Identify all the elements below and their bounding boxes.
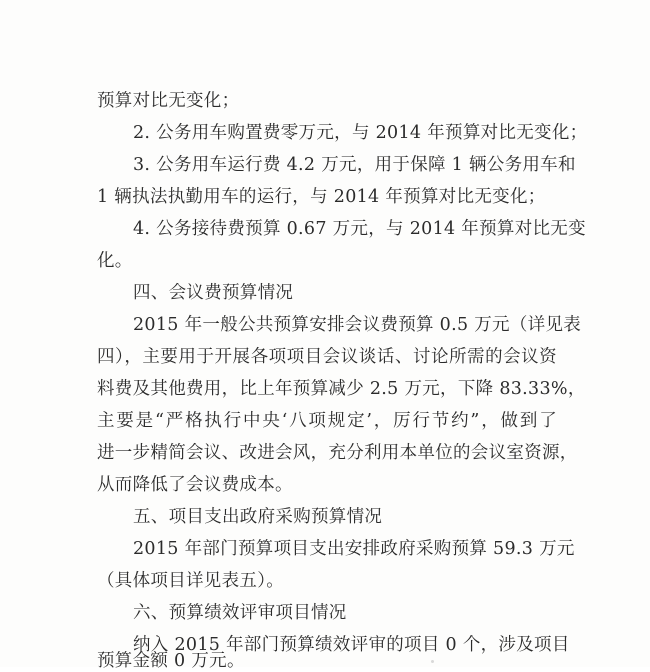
text-line-vehicle-purchase: 2. 公务用车购置费零万元，与 2014 年预算对比无变化； (133, 123, 588, 143)
text-line-eight-rules: 主要是“严格执行中央‘八项规定’，厉行节约”，做到了 (97, 411, 557, 431)
text-line-vehicle-operation-cont: 1 辆执法执勤用车的运行，与 2014 年预算对比无变化； (97, 187, 546, 207)
text-line-reception-fee: 4. 公务接待费预算 0.67 万元，与 2014 年预算对比无变 (133, 219, 586, 239)
text-line-review-projects: 纳入 2015 年部门预算绩效评审的项目 0 个，涉及项目 (133, 635, 570, 655)
scan-speck (431, 660, 434, 663)
section-heading-performance-review: 六、预算绩效评审项目情况 (133, 603, 347, 623)
text-line-procurement-detail: （具体项目详见表五）。 (97, 571, 285, 591)
text-line-vehicle-operation: 3. 公务用车运行费 4.2 万元，用于保障 1 辆公务用车和 (133, 155, 576, 175)
text-line-meeting-decrease: 料费及其他费用，比上年预算减少 2.5 万元，下降 83.33%， (97, 379, 586, 399)
text-line-review-amount: 预算金额 0 万元。 (97, 651, 245, 671)
text-line-budget-no-change: 预算对比无变化； (97, 91, 240, 111)
text-line-procurement-budget: 2015 年部门预算项目支出安排政府采购预算 59.3 万元 (133, 539, 575, 559)
text-line-meeting-budget: 2015 年一般公共预算安排会议费预算 0.5 万元（详见表 (133, 315, 582, 335)
text-line-reduce-cost: 从而降低了会议费成本。 (97, 475, 293, 495)
text-line-meeting-purpose: 四），主要用于开展各项项目会议谈话、讨论所需的会议资 (97, 347, 557, 367)
text-line-streamline-meetings: 进一步精简会议、改进会风，充分利用本单位的会议室资源， (97, 443, 578, 463)
text-line-reception-fee-cont: 化。 (97, 251, 133, 271)
section-heading-meeting-fee: 四、会议费预算情况 (133, 283, 294, 303)
section-heading-procurement: 五、项目支出政府采购预算情况 (133, 507, 383, 527)
